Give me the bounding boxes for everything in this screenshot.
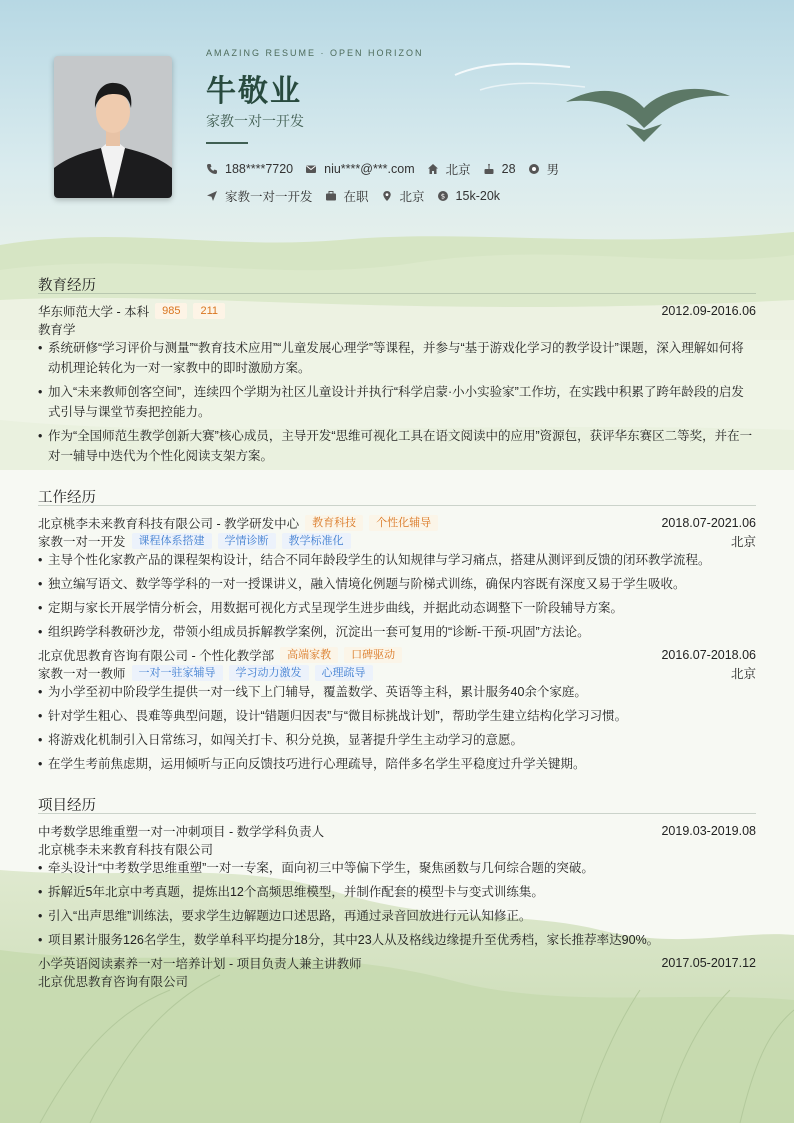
education-date: 2012.09-2016.06 <box>661 304 756 318</box>
project-name: 中考数学思维重塑一对一冲刺项目 - 数学学科负责人 <box>38 825 325 839</box>
phone-text: 188****7720 <box>225 162 294 176</box>
list-item: • 定期与家长开展学情分析会，用数据可视化方式呈现学生进步曲线，并据此动态调整下一阶段辅导方案。 <box>38 598 756 618</box>
list-item: • 牵头设计“中考数学思维重塑”一对一专案，面向初三中等偏下学生，聚焦函数与几何综合题的突破。 <box>38 858 756 878</box>
job-info-row <box>206 187 512 205</box>
target-city-item <box>381 187 425 205</box>
status-item <box>325 187 369 205</box>
school-tag: 985 <box>155 303 187 319</box>
work-section-rule <box>38 505 756 506</box>
city-item <box>427 160 471 178</box>
role-tag: 教学标准化 <box>282 533 351 549</box>
target-city-text: 北京 <box>399 190 425 204</box>
salary-text: 15k-20k <box>455 189 501 203</box>
list-item: • 主导个性化家教产品的课程架构设计，结合不同年龄段学生的认知规律与学习痛点，搭建从测评到反馈的闭环教学流程。 <box>38 550 756 570</box>
target-job-item <box>206 187 313 205</box>
gender-text: 男 <box>546 163 560 177</box>
project-org: 北京桃李未来教育科技有限公司 <box>38 843 214 857</box>
contact-info-row <box>206 160 571 178</box>
list-item: • 将游戏化机制引入日常练习，如闯关打卡、积分兑换，显著提升学生主动学习的意愿。 <box>38 730 756 750</box>
education-section-rule <box>38 293 756 294</box>
role-tag: 一对一驻家辅导 <box>132 665 223 681</box>
candidate-name: 牛敬业 <box>206 75 302 108</box>
list-item: • 针对学生粗心、畏难等典型问题，设计“错题归因表”与“微目标挑战计划”，帮助学生建立结构化学习习惯。 <box>38 706 756 726</box>
job-date: 2018.07-2021.06 <box>661 516 756 530</box>
list-item: • 独立编写语文、数学等学科的一对一授课讲义，融入情境化例题与阶梯式训练，确保内容既有深度又易于学生吸收。 <box>38 574 756 594</box>
list-item: • 加入“未来教师创客空间”，连续四个学期为社区儿童设计并执行“科学启蒙·小小实验家”工作坊，在实践中积累了跨年龄段的启发式引导与课堂节奏把控能力。 <box>38 382 756 422</box>
company-tag: 教育科技 <box>305 515 363 531</box>
project-title-row <box>38 822 756 840</box>
job-company-row <box>38 514 756 532</box>
project-section-rule <box>38 813 756 814</box>
phone-icon <box>206 163 218 175</box>
job-location: 北京 <box>730 667 756 681</box>
education-bullets <box>38 338 756 466</box>
location-icon <box>381 190 393 202</box>
email-item <box>305 162 415 176</box>
job-bullets <box>38 550 756 642</box>
email-text: niu****@***.com <box>324 162 415 176</box>
header-divider <box>206 142 248 144</box>
bird-silhouette-decoration <box>566 80 732 146</box>
job-bullets <box>38 682 756 774</box>
profile-photo <box>54 56 172 198</box>
school-tag: 211 <box>193 303 225 319</box>
work-section-title: 工作经历 <box>38 490 96 506</box>
company-name: 北京桃李未来教育科技有限公司 - 教学研发中心 <box>38 517 300 531</box>
svg-text:$: $ <box>440 192 445 201</box>
job-location: 北京 <box>730 535 756 549</box>
list-item: • 引入“出声思维”训练法，要求学生边解题边口述思路，再通过录音回放进行元认知修正。 <box>38 906 756 926</box>
company-tag: 口碑驱动 <box>344 647 402 663</box>
project-org-row <box>38 840 756 858</box>
company-tag: 个性化辅导 <box>369 515 438 531</box>
project-date: 2019.03-2019.08 <box>661 824 756 838</box>
job-intent: 家教一对一开发 <box>206 113 304 129</box>
list-item: • 作为“全国师范生教学创新大赛”核心成员，主导开发“思维可视化工具在语文阅读中的应用”资源包，获评华东赛区二等奖，并在一对一辅导中迭代为个性化阅读支架方案。 <box>38 426 756 466</box>
home-icon <box>427 163 439 175</box>
job-role: 家教一对一开发 <box>38 535 126 549</box>
phone-item <box>206 162 293 176</box>
age-text: 28 <box>501 162 516 176</box>
job-role-row <box>38 532 756 550</box>
education-school-row <box>38 302 756 320</box>
education-section-title: 教育经历 <box>38 278 96 294</box>
education-major-row <box>38 320 756 338</box>
status-text: 在职 <box>343 190 369 204</box>
role-tag: 心理疏导 <box>315 665 373 681</box>
role-tag: 学习动力激发 <box>229 665 309 681</box>
project-org: 北京优思教育咨询有限公司 <box>38 975 189 989</box>
list-item: • 拆解近5年北京中考真题，提炼出12个高频思维模型，并制作配套的模型卡与变式训练集。 <box>38 882 756 902</box>
project-date: 2017.05-2017.12 <box>661 956 756 970</box>
cake-icon <box>483 163 495 175</box>
city-text: 北京 <box>445 163 471 177</box>
company-name: 北京优思教育咨询有限公司 - 个性化教学部 <box>38 649 275 663</box>
project-title-row <box>38 954 756 972</box>
list-item: • 系统研修“学习评价与测量”“教育技术应用”“儿童发展心理学”等课程，并参与“基于游戏化学习的教学设计”课题，深入理解如何将动机理论转化为一对一家教中的即时激励方案。 <box>38 338 756 378</box>
list-item: • 在学生考前焦虑期，运用倾听与正向反馈技巧进行心理疏导，陪伴多名学生平稳度过升学关键期。 <box>38 754 756 774</box>
list-item: • 为小学至初中阶段学生提供一对一线下上门辅导，覆盖数学、英语等主科，累计服务40余个家庭。 <box>38 682 756 702</box>
role-tag: 学情诊断 <box>218 533 276 549</box>
send-icon <box>206 190 218 202</box>
gender-item <box>528 160 560 178</box>
project-section-title: 项目经历 <box>38 798 96 814</box>
company-tag: 高端家教 <box>280 647 338 663</box>
major-name: 教育学 <box>38 323 76 337</box>
salary-icon <box>437 190 449 202</box>
role-tag: 课程体系搭建 <box>132 533 212 549</box>
salary-item <box>437 189 500 203</box>
job-role-row <box>38 664 756 682</box>
job-company-row <box>38 646 756 664</box>
project-org-row <box>38 972 756 990</box>
school-name: 华东师范大学 - 本科 <box>38 305 150 319</box>
target-job-text: 家教一对一开发 <box>225 190 313 204</box>
gender-icon <box>528 163 540 175</box>
mail-icon <box>305 163 317 175</box>
resume-tagline: AMAZING RESUME · OPEN HORIZON <box>206 48 424 58</box>
project-name: 小学英语阅读素养一对一培养计划 - 项目负责人兼主讲教师 <box>38 957 362 971</box>
briefcase-icon <box>325 190 337 202</box>
project-bullets <box>38 858 756 950</box>
job-role: 家教一对一教师 <box>38 667 126 681</box>
list-item: • 项目累计服务126名学生，数学单科平均提分18分，其中23人从及格线边缘提升至优秀档，家长推荐率达90%。 <box>38 930 756 950</box>
job-date: 2016.07-2018.06 <box>661 648 756 662</box>
age-item <box>483 162 516 176</box>
list-item: • 组织跨学科教研沙龙，带领小组成员拆解教学案例，沉淀出一套可复用的“诊断-干预-巩固”方法论。 <box>38 622 756 642</box>
